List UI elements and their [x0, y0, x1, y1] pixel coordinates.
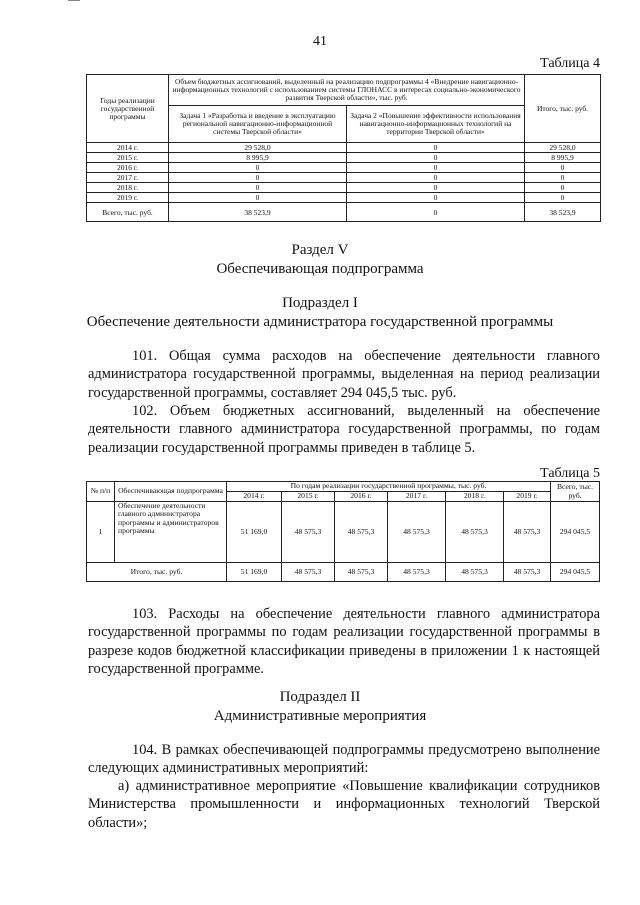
cell-value: 48 575,3: [282, 502, 335, 563]
table-row: [87, 193, 601, 203]
table5-year: 2014 г.: [227, 492, 282, 502]
cell-task1: 0: [169, 163, 347, 173]
cell-year: Всего, тыс. руб.: [87, 203, 169, 222]
cell-task1: 0: [169, 173, 347, 183]
table4-col-header-main: Объем бюджетных ассигнований, выделенный на реализацию подпрограммы 4 «Внедрение навигационно-информационных технологий с использованием системы ГЛОНАСС в интересах социально-экономического развития Тверской области», тыс. руб.: [169, 75, 525, 106]
cell-task2: 0: [347, 163, 525, 173]
table5-col-no: № п/п: [87, 482, 115, 502]
section-name: Обеспечивающая подпрограмма: [216, 261, 424, 277]
subsection-title: [0, 688, 640, 726]
table-row: [87, 502, 600, 563]
cell-year: 2017 г.: [87, 173, 169, 183]
cell-total: 0: [525, 173, 601, 183]
cell-value: 48 575,3: [446, 502, 504, 563]
cell-task2: 0: [347, 193, 525, 203]
cell-year: 2016 г.: [87, 163, 169, 173]
table5-col-total: Всего, тыс. руб.: [551, 482, 600, 502]
cell-task2: 0: [347, 173, 525, 183]
table5-year: 2016 г.: [335, 492, 388, 502]
cell-total: 294 045,5: [551, 502, 600, 563]
cell-year: 2019 г.: [87, 193, 169, 203]
cell-value: 48 575,3: [335, 563, 388, 582]
cell-year: 2018 г.: [87, 183, 169, 193]
table-row-total: [87, 203, 601, 222]
table4-label: Таблица 4: [540, 56, 600, 71]
cell-task1: 0: [169, 183, 347, 193]
cell-total: 8 995,9: [525, 153, 601, 163]
cell-value: 51 169,0: [227, 502, 282, 563]
cell-value: 48 575,3: [335, 502, 388, 563]
paragraph-101: 101. Общая сумма расходов на обеспечение деятельности главного администратора государственной программы, выделенная на период реализации государственной программы, составляет 294 045,5 тыс. руб.: [88, 348, 600, 401]
cell-value: 48 575,3: [388, 563, 446, 582]
section-number: Раздел V: [291, 242, 349, 258]
table-row: [87, 163, 601, 173]
subsection-number: Подраздел II: [279, 689, 361, 705]
table4-col-total: Итого, тыс. руб.: [525, 75, 601, 143]
cell-total-label: Итого, тыс. руб.: [87, 563, 227, 582]
cell-subprogram: Обеспечение деятельности главного администратора программы и администраторов программы: [115, 502, 227, 563]
table4: [86, 74, 601, 222]
cell-value: 48 575,3: [282, 563, 335, 582]
page-number: 41: [313, 34, 327, 49]
cell-task1: 0: [169, 193, 347, 203]
table4-col-task2: Задача 2 «Повышение эффективности использования навигационно-информационных технологий на территории Тверской области»: [347, 106, 525, 143]
cell-value: 48 575,3: [388, 502, 446, 563]
subsection-number: Подраздел I: [282, 295, 358, 311]
scan-mark: [68, 0, 80, 4]
table5-col-years-header: По годам реализации государственной программы, тыс. руб.: [227, 482, 551, 492]
table5-col-subprogram: Обеспечивающая подпрограмма: [115, 482, 227, 502]
cell-task2: 0: [347, 183, 525, 193]
table-row: [87, 153, 601, 163]
cell-year: 2015 г.: [87, 153, 169, 163]
subsection-title: [0, 294, 640, 332]
table-row: [87, 183, 601, 193]
cell-task1: 29 528,0: [169, 143, 347, 153]
cell-total: 0: [525, 163, 601, 173]
table5: [86, 481, 600, 582]
table-row-total: [87, 563, 600, 582]
cell-task1: 8 995,9: [169, 153, 347, 163]
paragraph-103: 103. Расходы на обеспечение деятельности главного администратора государственной программы по годам реализации государственной программы в разрезе кодов бюджетной классификации приведены в приложении 1 к настоящей государственной программе.: [88, 606, 600, 677]
table-row: [87, 173, 601, 183]
table5-year: 2015 г.: [282, 492, 335, 502]
cell-value: 48 575,3: [446, 563, 504, 582]
cell-task2: 0: [347, 203, 525, 222]
cell-value: 48 575,3: [504, 502, 551, 563]
cell-year: 2014 г.: [87, 143, 169, 153]
cell-task2: 0: [347, 153, 525, 163]
table5-year: 2018 г.: [446, 492, 504, 502]
cell-total: 294 045,5: [551, 563, 600, 582]
cell-value: 51 169,0: [227, 563, 282, 582]
cell-total: 0: [525, 183, 601, 193]
cell-total: 0: [525, 193, 601, 203]
table4-col-task1: Задача 1 «Разработка и введение в эксплуатацию региональной навигационно-информационной системы Тверской области»: [169, 106, 347, 143]
paragraph-104a: а) административное мероприятие «Повышение квалификации сотрудников Министерства промышленности и информационных технологий Тверской области»;: [88, 778, 600, 831]
cell-value: 48 575,3: [504, 563, 551, 582]
table5-year: 2017 г.: [388, 492, 446, 502]
paragraph-102: 102. Объем бюджетных ассигнований, выделенный на обеспечение деятельности главного администратора государственной программы, по годам реализации государственной программы приведен в таблице 5.: [88, 403, 600, 456]
cell-total: 38 523,9: [525, 203, 601, 222]
section-title: [0, 241, 640, 279]
cell-task1: 38 523,9: [169, 203, 347, 222]
cell-total: 29 528,0: [525, 143, 601, 153]
table4-col-years: Годы реализации государственной программы: [87, 75, 169, 143]
cell-task2: 0: [347, 143, 525, 153]
table-row: [87, 143, 601, 153]
table5-year: 2019 г.: [504, 492, 551, 502]
paragraph-104: 104. В рамках обеспечивающей подпрограммы предусмотрено выполнение следующих административных мероприятий:: [88, 742, 600, 777]
subsection-name: Обеспечение деятельности администратора государственной программы: [86, 314, 554, 330]
cell-no: 1: [87, 502, 115, 563]
subsection-name: Административные мероприятия: [213, 708, 427, 724]
table5-label: Таблица 5: [540, 466, 600, 481]
